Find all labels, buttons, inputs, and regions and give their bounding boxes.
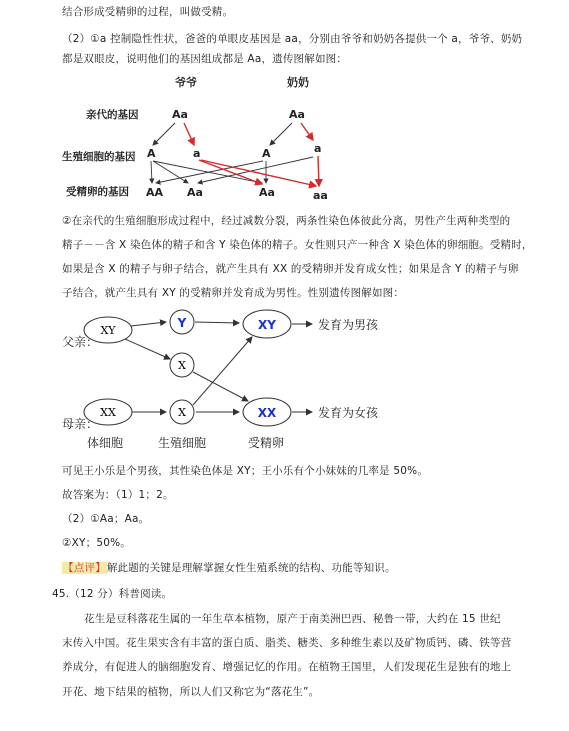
- mother-cell-label: XX: [100, 406, 116, 419]
- zygote-aa: aa: [313, 189, 328, 202]
- answer-intro: 故答案为：（1）1；2。: [62, 489, 174, 501]
- paragraph-2-line-1: （2）①a 控制隐性性状，爸爸的单眼皮基因是 aa，分别由爷爷和奶奶各提供一个 a，爷爷、奶奶: [62, 33, 523, 45]
- paragraph-3-line-3: 如果是含 X 的精子与卵子结合，就产生具有 XX 的受精卵并发育成女性；如果是含 Y 的精子与卵: [62, 263, 519, 275]
- comment-body: 解此题的关键是理解掌握女性生殖系统的结构、功能等知识。: [106, 562, 396, 574]
- grandma-genotype: Aa: [289, 108, 305, 121]
- arrow-father-to-y: [131, 322, 166, 326]
- paragraph-3-line-1: ②在亲代的生殖细胞形成过程中，经过减数分裂，两条性染色体彼此分离，男性产生两种类型的: [62, 215, 511, 227]
- father-cell-label: XY: [100, 324, 116, 337]
- answer-3: ②XY；50%。: [62, 537, 131, 549]
- arrow-egg-to-xy: [193, 337, 252, 405]
- q45-line-2: 末传入中国。花生果实含有丰富的蛋白质、脂类、糖类、多种维生素以及矿物质钙、磷、铁等营: [62, 637, 512, 649]
- girl-label: 发育为女孩: [318, 406, 379, 420]
- grandma-label: 奶奶: [287, 76, 309, 89]
- zygote-Aa-2: Aa: [259, 186, 275, 199]
- arrow-grandpa-to-A: [153, 123, 175, 145]
- row-label-gamete: 生殖细胞的基因: [62, 151, 136, 163]
- sperm-y-label: Y: [177, 316, 187, 330]
- sex-inheritance-diagram: [62, 310, 379, 450]
- grandpa-label: 爷爷: [175, 76, 197, 89]
- zygote-Aa-1: Aa: [187, 186, 203, 199]
- zygote-xy-label: XY: [258, 318, 276, 332]
- grandpa-genotype: Aa: [172, 108, 188, 121]
- q45-line-4: 开花、地下结果的植物，所以人们又称它为“落花生”。: [62, 686, 320, 698]
- line-a2-Aa1: [198, 157, 313, 183]
- paragraph-3-line-2: 精子－－含 X 染色体的精子和含 Y 染色体的精子。女性则只产一种含 X 染色体的卵细胞。受精时，: [62, 239, 533, 251]
- sperm-x-label: X: [178, 359, 186, 372]
- arrow-y-to-xy: [195, 322, 239, 323]
- zygote-AA: AA: [146, 186, 164, 199]
- text-line-top: 结合形成受精卵的过程，叫做受精。: [62, 6, 234, 18]
- arrow-father-to-x: [125, 339, 170, 359]
- paragraph-2-line-2: 都是双眼皮，说明他们的基因组成都是 Aa，遗传图解如图：: [62, 53, 348, 65]
- arrow-grandpa-to-a: [184, 123, 194, 145]
- arrow-grandma-to-A: [270, 123, 292, 145]
- gamete-A-1: A: [147, 147, 156, 160]
- comment-tag: 【点评】: [63, 562, 106, 574]
- row-label-parent: 亲代的基因: [86, 109, 139, 121]
- father-label: 父亲：: [62, 335, 99, 349]
- zygote-xx-label: XX: [257, 406, 277, 420]
- paragraph-3-line-4: 子结合，就产生具有 XY 的受精卵并发育成为男性。性别遗传图解如图：: [62, 287, 405, 299]
- boy-label: 发育为男孩: [318, 318, 379, 332]
- answer-2: （2）①Aa；Aa。: [62, 513, 150, 525]
- row-label-zygote: 受精卵的基因: [66, 186, 129, 198]
- gamete-A-2: A: [262, 147, 271, 160]
- comment-line: [62, 561, 396, 575]
- col-label-zygote: 受精卵: [248, 436, 285, 450]
- gamete-a-2: a: [314, 142, 322, 155]
- conclusion-line: 可见王小乐是个男孩，其性染色体是 XY；王小乐有个小妹妹的几率是 50%。: [62, 465, 429, 477]
- line-A1-AA: [151, 161, 152, 183]
- q45-line-1: 花生是豆科落花生属的一年生草本植物，原产于南美洲巴西、秘鲁一带，大约在 15 世纪: [84, 613, 501, 625]
- arrow-grandma-to-a: [301, 123, 313, 140]
- col-label-body-cell: 体细胞: [87, 436, 124, 450]
- col-label-gamete: 生殖细胞: [158, 436, 207, 450]
- mother-label: 母亲：: [62, 417, 99, 431]
- q45-line-3: 养成分，有促进人的脑细胞发育、增强记忆的作用。在植物王国里，人们发现花生是独有的地上: [62, 661, 512, 673]
- question-45-title: 45.（12 分）科普阅读。: [52, 588, 173, 600]
- red-line-a2-aa: [318, 156, 319, 186]
- gamete-a-1: a: [193, 147, 201, 160]
- arrow-x-to-xx: [193, 372, 248, 401]
- egg-x-label: X: [178, 406, 186, 419]
